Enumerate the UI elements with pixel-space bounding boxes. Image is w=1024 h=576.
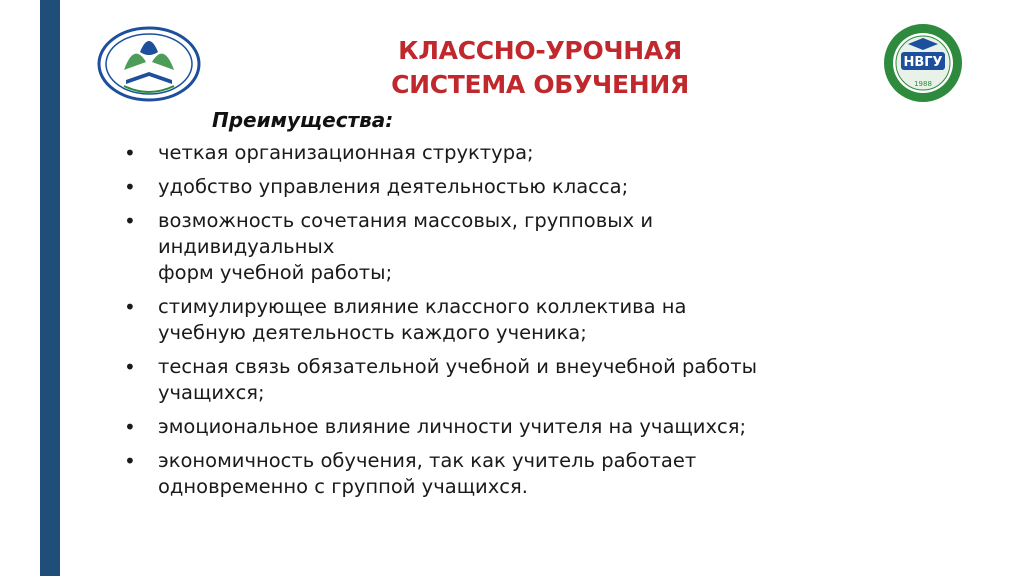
right-logo-year: 1988 (914, 80, 932, 88)
advantages-heading: Преимущества: (212, 108, 394, 132)
list-item (120, 294, 970, 346)
bullet-icon: • (124, 295, 136, 319)
bullet-icon: • (124, 449, 136, 473)
list-item (120, 208, 970, 286)
right-logo-text: НВГУ (903, 55, 943, 70)
university-seal-icon (868, 22, 978, 104)
open-book-hands-emblem-icon (94, 22, 204, 104)
list-item-text: стимулирующее влияние классного коллектива на учебную деятельность каждого ученика; (158, 295, 687, 344)
list-item (120, 174, 970, 200)
slide-title: КЛАССНО-УРОЧНАЯ СИСТЕМА ОБУЧЕНИЯ (391, 36, 689, 99)
bullet-icon: • (124, 175, 136, 199)
list-item-text: тесная связь обязательной учебной и внеучебной работы учащихся; (158, 355, 757, 404)
bullet-icon: • (124, 141, 136, 165)
advantages-list (120, 140, 970, 508)
bullet-icon: • (124, 415, 136, 439)
list-item (120, 140, 970, 166)
list-item (120, 448, 970, 500)
list-item-text: эмоциональное влияние личности учителя на учащихся; (158, 415, 747, 438)
list-item-text: удобство управления деятельностью класса; (158, 175, 629, 198)
left-accent-stripe (40, 0, 60, 576)
list-item-text: экономичность обучения, так как учитель работает одновременно с группой учащихся. (158, 449, 697, 498)
list-item-text: четкая организационная структура; (158, 141, 534, 164)
bullet-icon: • (124, 355, 136, 379)
list-item-text: возможность сочетания массовых, групповых и индивидуальных форм учебной работы; (158, 209, 654, 284)
list-item (120, 414, 970, 440)
bullet-icon: • (124, 209, 136, 233)
list-item (120, 354, 970, 406)
